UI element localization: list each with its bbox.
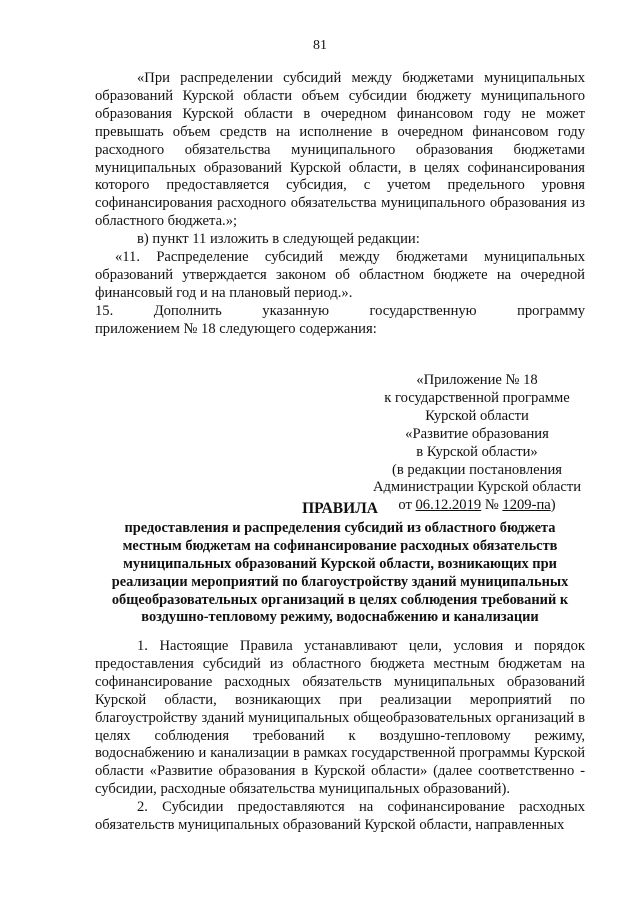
- amendment-text-top: [95, 70, 585, 339]
- appendix-line: «Приложение № 18: [416, 372, 538, 388]
- rules-heading: ПРАВИЛА: [302, 500, 378, 517]
- rules-point-2: 2. Субсидии предоставляются на софинансирование расходных обязательств муниципальных образований Курской области, направленных: [95, 799, 585, 834]
- number-sign: №: [481, 497, 503, 514]
- appendix-line: к государственной программе: [384, 389, 570, 406]
- appendix-line: Администрации Курской области: [372, 479, 582, 496]
- rules-point-1: 1. Настоящие Правила устанавливают цели, условия и порядок предоставления субсидий из областного бюджета местным бюджетам на софинансирование расходных обязательств муниципальных образований Курской области, возникающих при реализации мероприятий по благоустройству зданий муниципальных общеобразовательных организаций в целях соблюдения требований к воздушно-тепловому режиму, водоснабжению и канализации в рамках государственной программы Курской области «Развитие образования в Курской области» (далее соответственно - субсидии, расходные обязательства муниципальных образований).: [95, 638, 585, 798]
- appendix-line: (в редакции постановления: [392, 461, 562, 478]
- item-15-word: Дополнить: [153, 302, 222, 319]
- item-15-word: указанную: [262, 302, 330, 319]
- quoted-paragraph: «При распределении субсидий между бюджетами муниципальных образований Курской области объем субсидии бюджету муниципального образования Курской области в очередном финансовом году не может превышать объем средств на исполнение в очередном финансовом году расходного обязательства муниципального образования бюджетами муниципальных образований Курской области, в целях софинансирования которого предоставляется субсидия, с учетом предельного уровня софинансирования расходного обязательства муниципального образования из областного бюджета.»;: [95, 70, 585, 230]
- quoted-point-11: «11. Распределение субсидий между бюджетами муниципальных образований утверждается законом об областном бюджете на очередной финансовый год и на плановый период.».: [95, 249, 585, 301]
- item-v-paragraph: в) пункт 11 изложить в следующей редакции:: [137, 231, 420, 248]
- item-15-word: государственную: [369, 302, 477, 319]
- page-number: 81: [313, 38, 327, 53]
- item-15-word: программу: [517, 302, 585, 319]
- appendix-line: в Курской области»: [416, 443, 538, 460]
- item-15-line: [95, 303, 585, 321]
- item-15-number: 15.: [95, 302, 114, 319]
- decree-date: 06.12.2019: [415, 497, 482, 514]
- appendix-line: Курской области: [425, 407, 529, 424]
- rules-body: [95, 638, 585, 835]
- appendix-line: «Развитие образования: [405, 425, 549, 442]
- appendix-header: [352, 372, 602, 515]
- item-15-continuation: приложением № 18 следующего содержания:: [95, 320, 377, 337]
- appendix-date-prefix: от: [398, 497, 416, 514]
- rules-title: [95, 500, 585, 627]
- rules-subtitle: предоставления и распределения субсидий из областного бюджета местным бюджетам на софинансирование расходных обязательств муниципальных образований Курской области, возникающих при реализации мероприятий по благоустройству зданий муниципальных общеобразовательных организаций в целях соблюдения требований к воздушно-тепловому режиму, водоснабжению и канализации: [111, 519, 569, 626]
- closing-paren: ): [550, 497, 556, 514]
- decree-number: 1209-па: [502, 497, 551, 514]
